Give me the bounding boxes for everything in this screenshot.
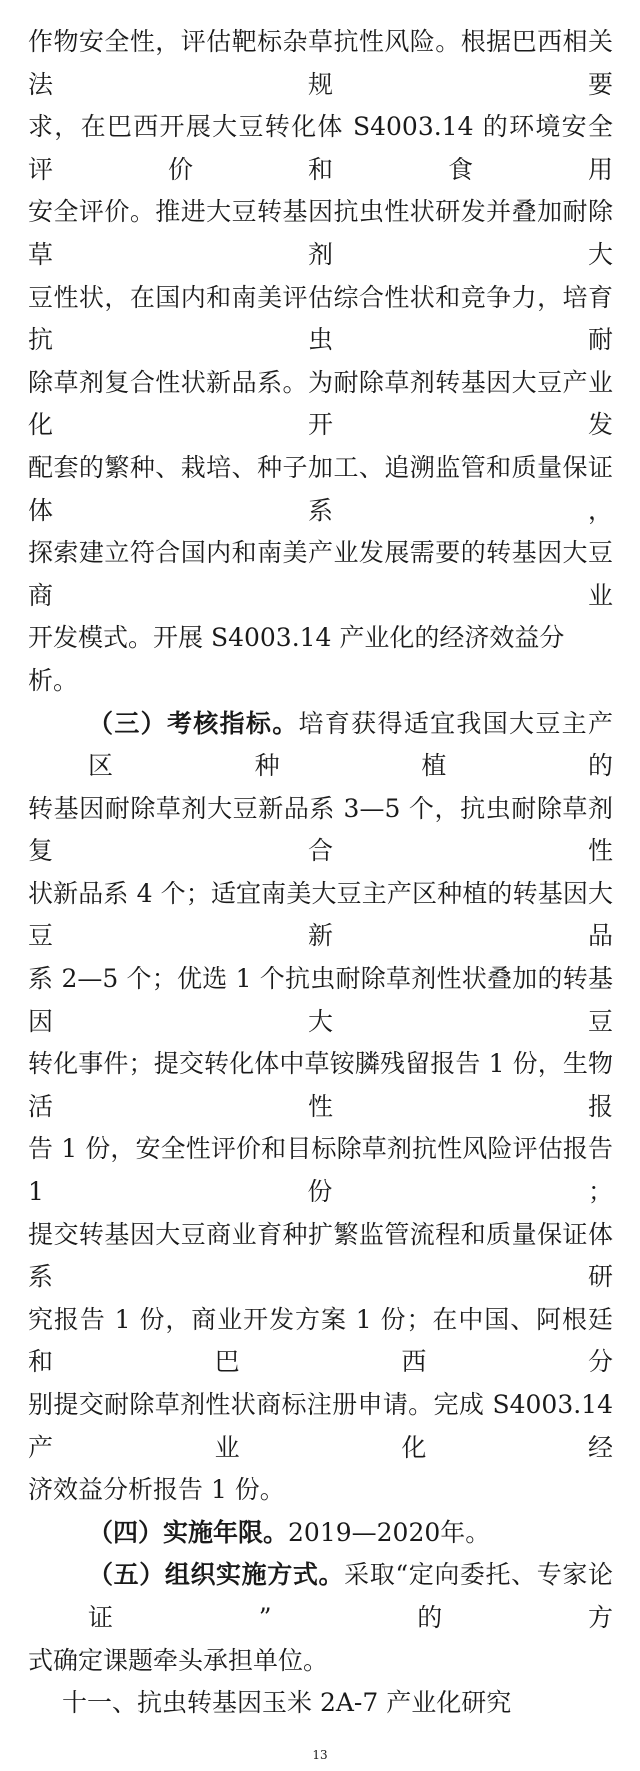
subsection-label: （四）实施年限。 [88,1517,289,1547]
text-line [28,1214,613,1299]
text-line [28,362,613,447]
text-segment: 系 2—5 个；优选 1 个抗虫耐除草剂性状叠加的转基因大豆 [28,964,613,1036]
text-segment: 转基因耐除草剂大豆新品系 3—5 个，抗虫耐除草剂复合性 [28,793,613,866]
text-segment: 十一、抗虫转基因玉米 2A-7 产业化研究 [62,1688,512,1718]
text-segment: 转化事件；提交转化体中草铵膦残留报告 1 份，生物活性报 [28,1049,613,1121]
text-line [28,277,613,362]
text-segment: 求，在巴西开展大豆转化体 S4003.14 的环境安全评价和食用 [28,112,613,184]
text-segment: 济效益分析报告 1 份。 [28,1475,285,1505]
text-segment: 提交转基因大豆商业育种扩繁监管流程和质量保证体系研 [28,1219,613,1292]
text-segment: 2019—2020年。 [288,1517,491,1547]
text-segment: 作物安全性，评估靶标杂草抗性风险。根据巴西相关法规要 [28,27,613,99]
text-line [28,1640,613,1683]
text-line [28,703,613,788]
text-line [28,1384,613,1469]
text-line [28,873,613,958]
text-line [28,106,613,191]
text-segment: 别提交耐除草剂性状商标注册申请。完成 S4003.14 产业化经 [28,1390,613,1462]
text-segment: 式确定课题牵头承担单位。 [28,1645,329,1675]
section-heading [28,1682,613,1725]
text-line [28,191,613,276]
page-number: 13 [312,1747,328,1762]
text-segment: 告 1 份，安全性评价和目标除草剂抗性风险评估报告 1 份； [28,1134,613,1207]
text-line [28,1128,613,1213]
text-segment: 除草剂复合性状新品系。为耐除草剂转基因大豆产业化开发 [28,367,613,440]
text-segment: 豆性状，在国内和南美评估综合性状和竞争力，培育抗虫耐 [28,282,613,355]
text-segment: 培育获得适宜我国大豆主产区种植的 [88,708,613,781]
text-line [28,447,613,532]
text-line [28,1469,613,1512]
text-line [28,1554,613,1639]
text-line [28,617,613,702]
text-segment: 究报告 1 份，商业开发方案 1 份；在中国、阿根廷和巴西分 [28,1304,613,1377]
text-line [28,1043,613,1128]
subsection-label: （五）组织实施方式。 [88,1560,345,1590]
text-segment: 探索建立符合国内和南美产业发展需要的转基因大豆商业 [28,538,613,610]
text-line [28,532,613,617]
text-segment: 状新品系 4 个；适宜南美大豆主产区种植的转基因大豆新品 [28,878,613,951]
text-line [28,1299,613,1384]
subsection-label: （三）考核指标。 [88,708,299,738]
text-segment: 采取“定向委托、专家论证”的方 [88,1560,613,1632]
text-line [28,958,613,1043]
text-line [28,788,613,873]
text-line [28,1512,613,1555]
text-segment: 开发模式。开展 S4003.14 产业化的经济效益分析。 [28,623,565,695]
text-segment: 安全评价。推进大豆转基因抗虫性状研发并叠加耐除草剂大 [28,197,613,269]
text-line [28,21,613,106]
text-segment: 配套的繁种、栽培、种子加工、追溯监管和质量保证体系， [28,452,613,525]
